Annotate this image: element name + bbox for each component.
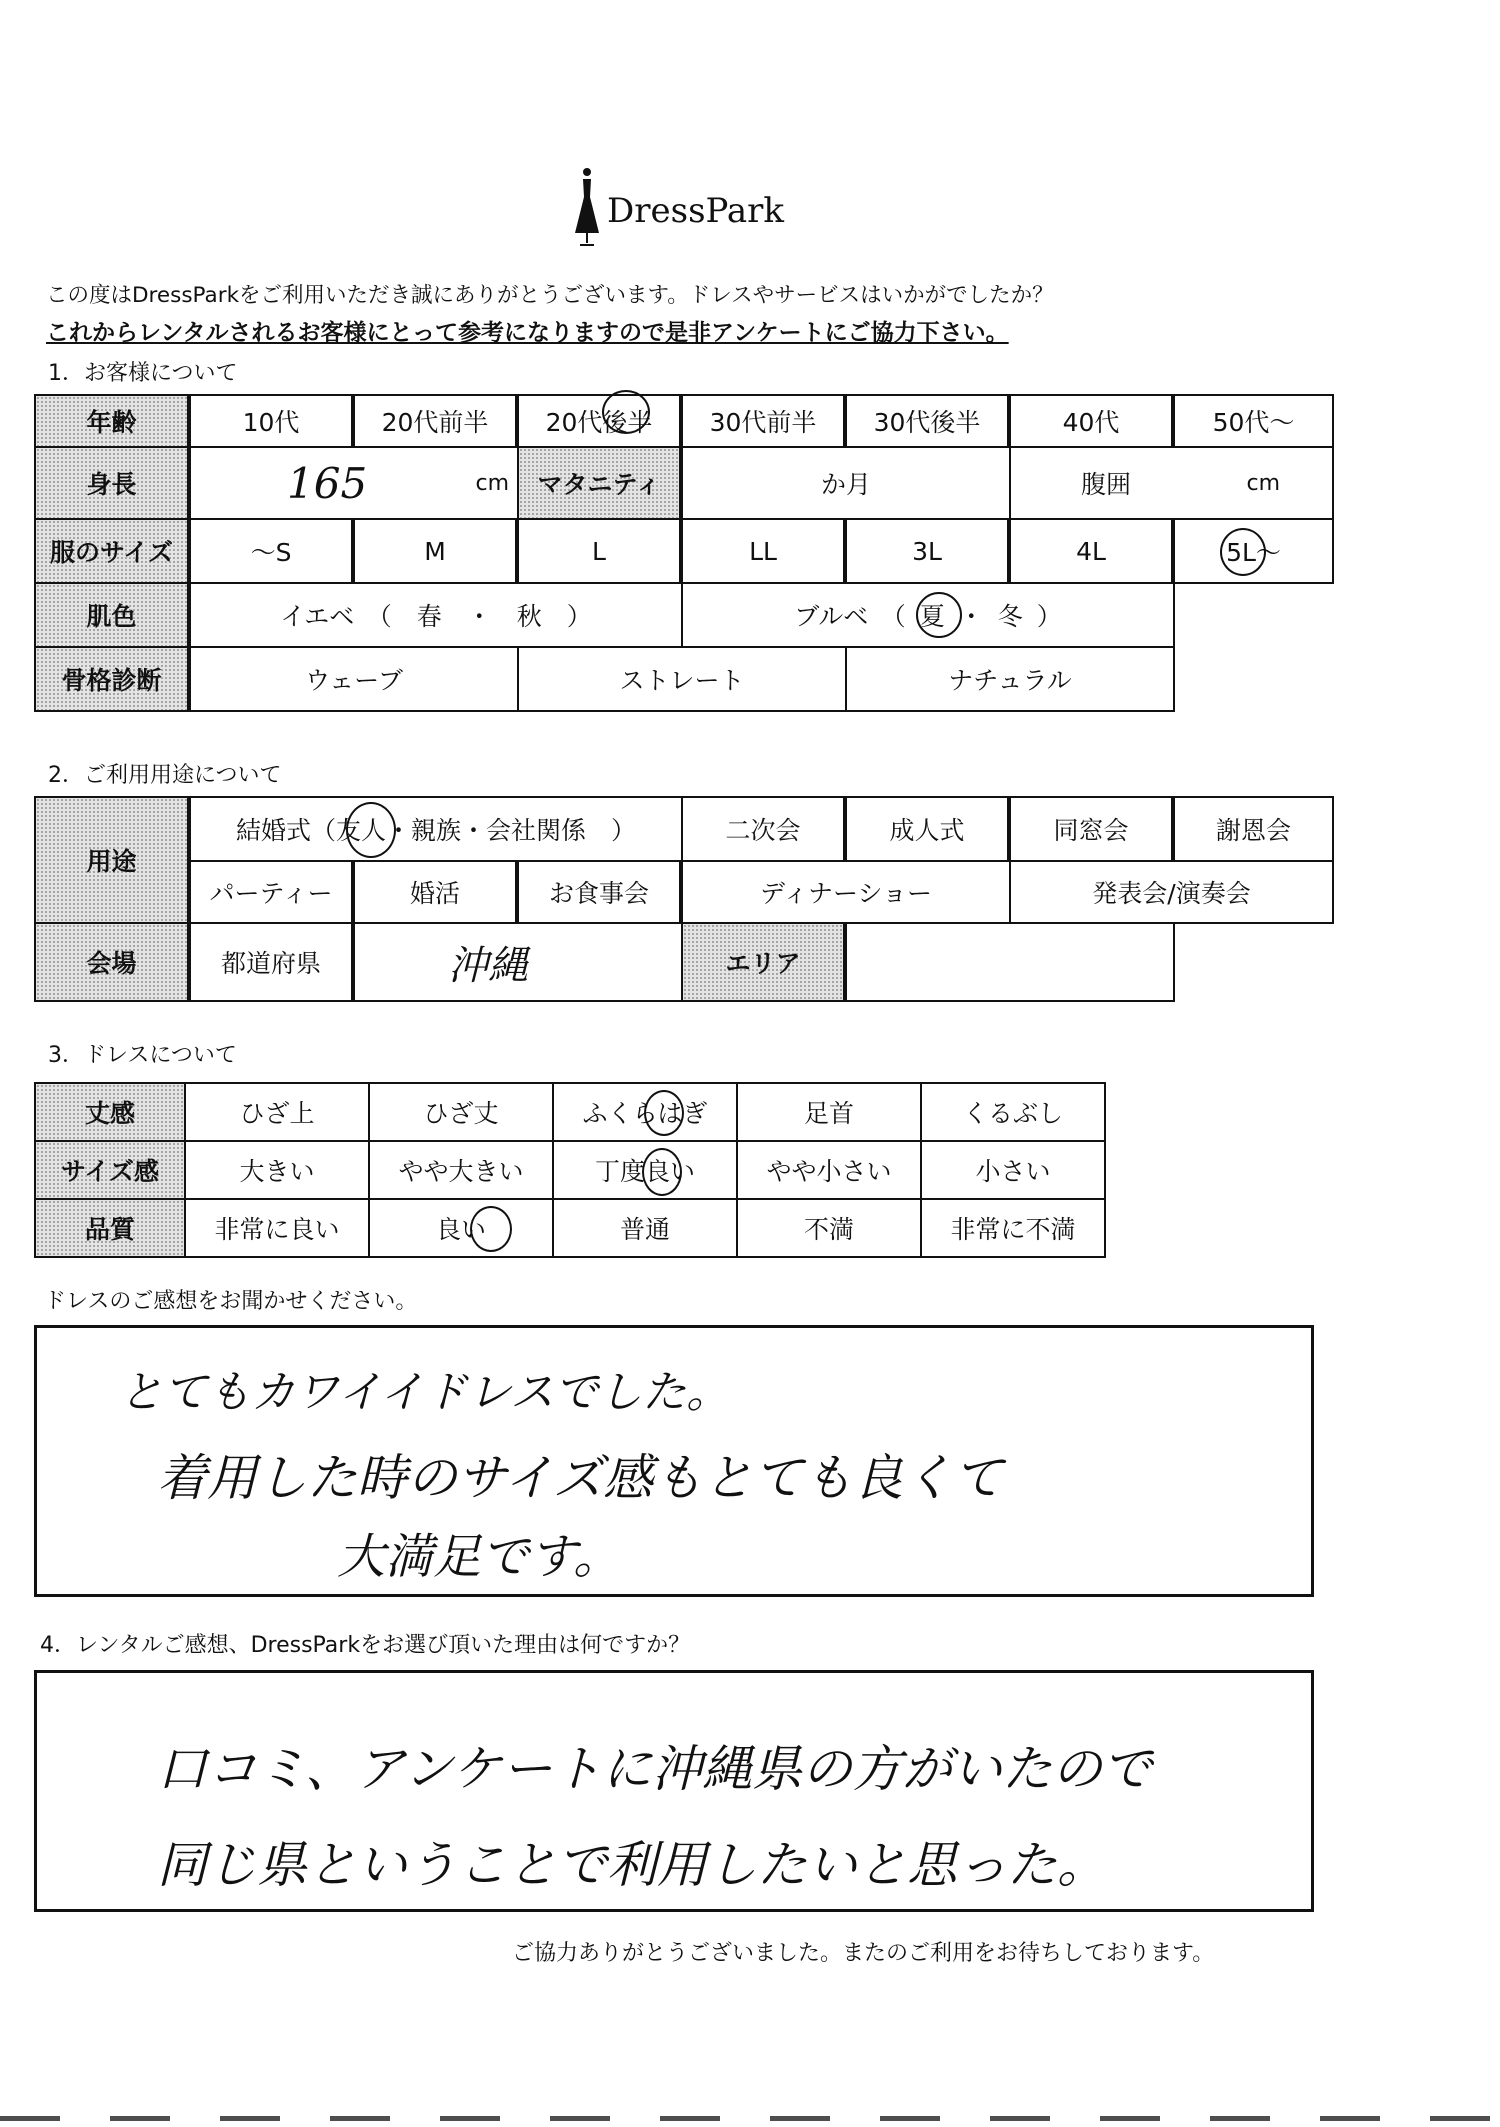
quality-option-selected[interactable]: 良い <box>368 1198 554 1258</box>
maternity-months[interactable]: か月 <box>681 446 1011 520</box>
age-label: 年齢 <box>34 394 189 448</box>
section-1-title: 1．お客様について <box>48 361 238 386</box>
fit-option[interactable]: やや小さい <box>736 1140 922 1200</box>
quality-option[interactable]: 普通 <box>552 1198 738 1258</box>
purpose-option[interactable]: 同窓会 <box>1009 796 1173 862</box>
selection-mark <box>346 802 396 858</box>
length-option[interactable]: ひざ丈 <box>368 1082 554 1142</box>
length-label: 丈感 <box>34 1082 186 1142</box>
section-3-title: 3．ドレスについて <box>48 1043 237 1068</box>
pref-label: 都道府県 <box>189 922 353 1002</box>
wedding-cell[interactable] <box>189 796 683 862</box>
age-option[interactable]: 30代前半 <box>681 394 845 448</box>
size-option[interactable]: L <box>517 518 681 584</box>
size-option[interactable]: LL <box>681 518 845 584</box>
size-option[interactable]: M <box>353 518 517 584</box>
size-option[interactable]: ～S <box>189 518 353 584</box>
area-value[interactable] <box>845 922 1175 1002</box>
intro-line-2: これからレンタルされるお客様にとって参考になりますので是非アンケートにご協力下さい。 <box>46 320 1009 346</box>
reason-box[interactable] <box>34 1670 1314 1912</box>
intro-line-1: この度はDressParkをご利用いただき誠にありがとうございます。ドレスやサービスはいかがでしたか？ <box>46 283 1054 308</box>
size-option[interactable]: 3L <box>845 518 1009 584</box>
quality-option[interactable]: 不満 <box>736 1198 922 1258</box>
selection-mark <box>916 592 962 638</box>
age-option[interactable]: 10代 <box>189 394 353 448</box>
selection-mark <box>644 1090 684 1136</box>
age-option-selected[interactable]: 20代後半 <box>517 394 681 448</box>
maternity-label: マタニティ <box>517 446 681 520</box>
age-option[interactable]: 50代～ <box>1173 394 1334 448</box>
brand-name: DressPark <box>607 191 785 231</box>
fit-option[interactable]: やや大きい <box>368 1140 554 1200</box>
pref-value-cell[interactable] <box>353 922 683 1002</box>
age-option[interactable]: 20代前半 <box>353 394 517 448</box>
length-option-selected[interactable]: ふくらはぎ <box>552 1082 738 1142</box>
pref-value: 沖縄 <box>448 942 528 989</box>
customer-table <box>34 394 1334 716</box>
purpose-option[interactable]: 二次会 <box>681 796 845 862</box>
size-option-selected[interactable]: 5L～ <box>1173 518 1334 584</box>
fit-option[interactable]: 大きい <box>184 1140 370 1200</box>
height-cell[interactable] <box>189 446 519 520</box>
length-option[interactable]: 足首 <box>736 1082 922 1142</box>
dress-comment-box[interactable] <box>34 1325 1314 1597</box>
wedding-friend: 友人 <box>335 816 386 845</box>
skin-label: 肌色 <box>34 582 189 648</box>
fit-label: サイズ感 <box>34 1140 186 1200</box>
body-option[interactable]: ウェーブ <box>189 646 519 712</box>
comment-line: 大満足です。 <box>337 1529 622 1585</box>
purpose-option[interactable]: パーティー <box>189 860 353 924</box>
venue-label: 会場 <box>34 922 189 1002</box>
brand-logo <box>565 165 805 255</box>
quality-option[interactable]: 非常に良い <box>184 1198 370 1258</box>
size-label: 服のサイズ <box>34 518 189 584</box>
scan-edge <box>0 2116 1500 2121</box>
skin-blue-summer: 夏 <box>919 602 945 631</box>
comment-line: とてもカワイイドレスでした。 <box>119 1367 731 1418</box>
body-option[interactable]: ストレート <box>517 646 847 712</box>
skin-blue-prefix: ブルベ （ <box>794 602 906 631</box>
age-option[interactable]: 30代後半 <box>845 394 1009 448</box>
body-label: 骨格診断 <box>34 646 189 712</box>
waist-cell[interactable] <box>1009 446 1334 520</box>
age-option[interactable]: 40代 <box>1009 394 1173 448</box>
selection-mark <box>1220 528 1266 576</box>
reason-line: 同じ県ということで利用したいと思った。 <box>157 1836 1107 1894</box>
quality-label: 品質 <box>34 1198 186 1258</box>
skin-yellow[interactable]: イエベ （ 春 ・ 秋 ） <box>189 582 683 648</box>
height-unit: cm <box>475 470 509 496</box>
area-label: エリア <box>681 922 845 1002</box>
purpose-option[interactable]: 謝恩会 <box>1173 796 1334 862</box>
quality-option[interactable]: 非常に不満 <box>920 1198 1106 1258</box>
selection-mark <box>470 1206 512 1252</box>
selection-mark <box>642 1148 682 1196</box>
height-value: 165 <box>287 458 368 508</box>
purpose-option[interactable]: 成人式 <box>845 796 1009 862</box>
selection-mark <box>602 390 650 434</box>
fit-option[interactable]: 小さい <box>920 1140 1106 1200</box>
reason-line: 口コミ、アンケートに沖縄県の方がいたので <box>157 1740 1152 1798</box>
skin-blue-suffix: ） <box>1036 602 1062 631</box>
size-option[interactable]: 4L <box>1009 518 1173 584</box>
purpose-table <box>34 796 1334 1006</box>
skin-blue-winter: 冬 <box>997 602 1023 631</box>
height-label: 身長 <box>34 446 189 520</box>
length-option[interactable]: くるぶし <box>920 1082 1106 1142</box>
footer-thanks: ご協力ありがとうございました。またのご利用をお待ちしております。 <box>512 1941 1215 1966</box>
purpose-option[interactable]: 発表会/演奏会 <box>1009 860 1334 924</box>
comment-prompt: ドレスのご感想をお聞かせください。 <box>44 1289 418 1314</box>
wedding-rest: ・親族・会社関係 ） <box>386 816 637 845</box>
waist-label: 腹囲 <box>1081 470 1132 499</box>
waist-unit: cm <box>1246 470 1280 496</box>
purpose-option[interactable]: お食事会 <box>517 860 681 924</box>
section-2-title: 2．ご利用用途について <box>48 763 282 788</box>
dress-icon <box>573 167 601 249</box>
purpose-label: 用途 <box>34 796 189 924</box>
comment-line: 着用した時のサイズ感もとても良くて <box>157 1449 1003 1507</box>
body-option[interactable]: ナチュラル <box>845 646 1175 712</box>
purpose-option[interactable]: 婚活 <box>353 860 517 924</box>
fit-option-selected[interactable]: 丁度良い <box>552 1140 738 1200</box>
wedding-prefix: 結婚式（ <box>235 816 336 845</box>
section-4-title: 4．レンタルご感想、DressParkをお選び頂いた理由は何ですか？ <box>40 1633 691 1658</box>
dress-table <box>34 1082 1120 1262</box>
length-option[interactable]: ひざ上 <box>184 1082 370 1142</box>
skin-blue-sep: ・ <box>958 602 984 631</box>
purpose-option[interactable]: ディナーショー <box>681 860 1011 924</box>
